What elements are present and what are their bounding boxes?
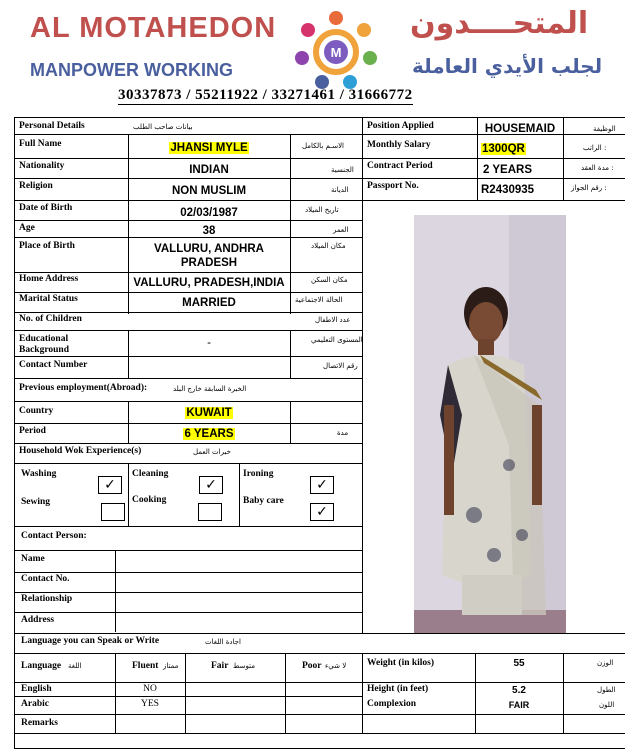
row-line	[15, 550, 362, 551]
height-label-ar: الطول	[597, 686, 616, 694]
fluent-col-header: Fluent	[132, 661, 159, 671]
position-applied-label: Position Applied	[367, 121, 434, 131]
passport-value: R2430935	[481, 184, 535, 196]
row-line	[15, 356, 362, 357]
cooking-label: Cooking	[132, 495, 167, 505]
row-line	[15, 682, 625, 683]
pob-label-ar: مكان الميلاد	[311, 242, 346, 250]
weight-label: Weight (in kilos)	[367, 658, 435, 668]
row-line	[15, 612, 362, 613]
candidate-photo-illustration	[414, 215, 566, 633]
col-line	[285, 653, 286, 733]
household-experience-label: Household Wok Experience(s)	[19, 446, 142, 456]
complexion-label-ar: اللون	[599, 701, 615, 709]
education-label: Educational Background	[19, 334, 69, 355]
col-line	[563, 653, 564, 733]
col-line	[563, 118, 564, 200]
row-line	[15, 733, 625, 734]
marital-status-label: Marital Status	[19, 294, 78, 304]
company-subtitle-en: MANPOWER WORKING	[30, 60, 233, 80]
contact-address-label: Address	[21, 615, 55, 625]
row-line	[15, 220, 362, 221]
complexion-value: FAIR	[508, 700, 530, 710]
weight-value: 55	[513, 658, 525, 669]
row-line	[15, 443, 362, 444]
company-logo	[286, 6, 386, 92]
language-col-header-ar: اللغة	[68, 662, 82, 670]
sewing-label: Sewing	[21, 497, 51, 507]
row-line	[15, 714, 625, 715]
country-value: KUWAIT	[186, 407, 232, 419]
personal-details-label: Personal Details	[19, 121, 85, 131]
language-row-name: English	[21, 684, 52, 694]
row-line	[362, 158, 625, 159]
weight-label-ar: الوزن	[597, 659, 614, 667]
monthly-salary-label: Monthly Salary	[367, 140, 431, 150]
contact-name-label: Name	[21, 554, 45, 564]
cooking-checkbox[interactable]	[198, 503, 222, 521]
row-line	[15, 526, 362, 527]
col-line	[128, 463, 129, 526]
row-line	[15, 653, 625, 654]
ironing-label: Ironing	[243, 469, 274, 479]
row-line	[15, 272, 362, 273]
ironing-checkbox[interactable]: ✓	[310, 476, 334, 494]
washing-label: Washing	[21, 469, 57, 479]
age-label-ar: العمر	[333, 226, 349, 234]
full-name-label: Full Name	[19, 139, 62, 149]
education-value: -	[207, 337, 211, 349]
dob-label-ar: تاريخ الميلاد	[305, 206, 339, 214]
logo-letter: M	[330, 45, 342, 60]
education-label-ar: المستوى التعليمي	[311, 336, 363, 344]
row-line	[15, 312, 362, 313]
personal-details-label-ar: بيانات صاحب الطلب	[133, 123, 193, 131]
language-section-label-ar: اجادة اللغات	[205, 638, 241, 646]
full-name-label-ar: الاسـم بالكامل	[302, 142, 344, 150]
pob-value: VALLURU, ANDHRA PRADESH	[154, 243, 264, 269]
poor-col-header-ar: لا شيء	[325, 662, 347, 670]
contract-period-label: Contract Period	[367, 161, 433, 171]
row-line	[15, 330, 362, 331]
phone-numbers: 30337873 / 55211922 / 33271461 / 31666772	[118, 87, 413, 103]
nationality-value: INDIAN	[189, 164, 229, 176]
period-label-ar: مدة	[337, 429, 349, 437]
passport-label: Passport No.	[367, 181, 419, 191]
language-row-fluent: YES	[141, 699, 159, 709]
home-address-label-ar: مكان السكن	[311, 276, 348, 284]
previous-employment-label: Previous employment(Abroad):	[19, 383, 148, 393]
language-row-fluent: NO	[143, 684, 157, 694]
contact-person-label: Contact Person:	[21, 531, 87, 541]
religion-label-ar: الديانة	[331, 186, 349, 194]
col-line	[115, 550, 116, 632]
fluent-col-header-ar: ممتاز	[163, 662, 179, 670]
position-applied-value: HOUSEMAID	[484, 123, 556, 135]
row-line	[15, 378, 362, 379]
row-line	[15, 463, 362, 464]
contract-period-value: 2 YEARS	[483, 164, 533, 176]
nationality-label: Nationality	[19, 161, 65, 171]
dob-label: Date of Birth	[19, 203, 73, 213]
row-line	[15, 696, 362, 697]
sewing-checkbox[interactable]	[101, 503, 125, 521]
period-value: 6 YEARS	[184, 428, 234, 440]
row-line	[362, 178, 625, 179]
col-line	[185, 653, 186, 733]
age-value: 38	[202, 225, 216, 237]
language-section-label: Language you can Speak or Write	[21, 636, 160, 646]
position-applied-label-ar: الوظيفة	[593, 125, 616, 133]
age-label: Age	[19, 223, 35, 233]
baby-care-label: Baby care	[243, 496, 284, 506]
monthly-salary-label-ar: الراتب :	[583, 144, 607, 152]
passport-label-ar: رقم الجواز :	[571, 184, 607, 192]
row-line	[15, 592, 362, 593]
marital-status-label-ar: الحالة الاجتماعية	[295, 296, 343, 304]
col-line	[290, 330, 291, 378]
col-line	[290, 134, 291, 314]
company-subtitle-ar: لجلب الأيدي العاملة	[412, 54, 603, 78]
complexion-label: Complexion	[367, 699, 417, 709]
washing-checkbox[interactable]: ✓	[98, 476, 122, 494]
country-label: Country	[19, 406, 54, 416]
household-experience-label-ar: خبرات العمل	[193, 448, 231, 456]
baby-care-checkbox[interactable]: ✓	[310, 503, 334, 521]
previous-employment-label-ar: الخبرة السابقة خارج البلد	[173, 385, 247, 393]
col-line	[239, 463, 240, 526]
row-line	[15, 401, 362, 402]
nationality-label-ar: الجنسية	[331, 166, 354, 174]
relationship-label: Relationship	[21, 594, 73, 604]
fair-col-header-ar: متوسط	[233, 662, 255, 670]
row-line	[15, 200, 362, 201]
dob-value: 02/03/1987	[180, 207, 238, 219]
pob-label: Place of Birth	[19, 241, 75, 251]
fair-col-header: Fair	[211, 661, 229, 671]
cleaning-label: Cleaning	[132, 469, 169, 479]
row-line	[15, 423, 362, 424]
contact-number-label: Contact Number	[19, 360, 88, 370]
row-line	[15, 158, 362, 159]
row-line	[15, 178, 362, 179]
religion-label: Religion	[19, 181, 53, 191]
row-line	[15, 572, 362, 573]
row-line	[15, 633, 625, 634]
poor-col-header: Poor	[302, 661, 322, 671]
language-col-header: Language	[21, 661, 62, 671]
home-address-value: VALLURU, PRADESH,INDIA	[133, 277, 285, 289]
contact-number-label-ar: رقم الاتصال	[323, 362, 358, 370]
row-line	[15, 292, 362, 293]
row-line	[362, 200, 625, 201]
monthly-salary-value: 1300QR	[482, 143, 525, 155]
marital-status-value: MARRIED	[182, 297, 236, 309]
col-line	[290, 401, 291, 443]
children-label: No. of Children	[19, 314, 82, 324]
candidate-photo	[414, 215, 566, 633]
contact-no-label: Contact No.	[21, 574, 70, 584]
home-address-label: Home Address	[19, 274, 79, 284]
height-label: Height (in feet)	[367, 684, 429, 694]
children-label-ar: عدد الاطفال	[315, 316, 351, 324]
remarks-label: Remarks	[21, 718, 58, 728]
cleaning-checkbox[interactable]: ✓	[199, 476, 223, 494]
religion-value: NON MUSLIM	[171, 185, 247, 197]
col-line	[362, 653, 363, 733]
height-value: 5.2	[512, 685, 526, 696]
contract-period-label-ar: مدة العقد :	[581, 164, 614, 172]
row-line	[15, 134, 362, 135]
period-label: Period	[19, 426, 46, 436]
company-name-en: AL MOTAHEDON	[30, 12, 277, 44]
full-name-value: JHANSI MYLE	[170, 142, 248, 154]
language-row-name: Arabic	[21, 699, 49, 709]
company-name-ar: المتحــــدون	[410, 6, 589, 41]
divider-center	[362, 118, 363, 633]
